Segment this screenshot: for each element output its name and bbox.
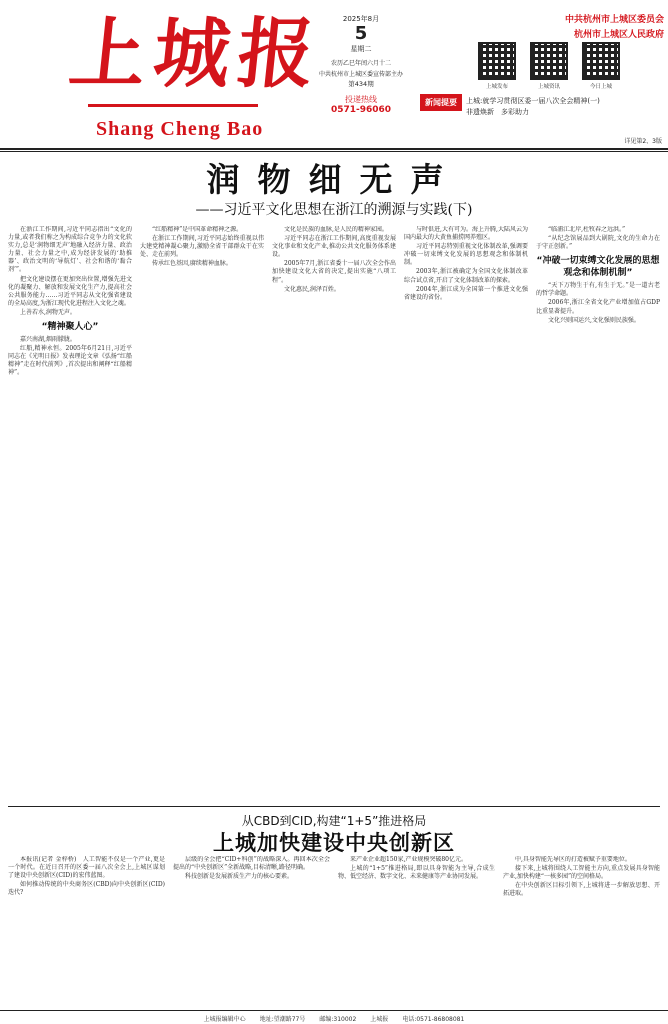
page-reference: 详见第2、3版 <box>624 138 662 145</box>
article-column <box>8 856 165 1006</box>
footer-item: 上城报编辑中心 <box>203 1016 246 1023</box>
paragraph: 上善若水,润物无声。 <box>20 308 76 316</box>
sponsor-line: 中共杭州市上城区委宣传部主办 <box>318 71 403 78</box>
article-column <box>338 856 495 1006</box>
logo-underline <box>88 104 258 107</box>
issue-number: 第434期 <box>348 80 374 88</box>
qr-label: 上城资讯 <box>537 84 560 90</box>
article-column <box>536 226 660 800</box>
footer-item: 电话:0571-86808081 <box>402 1016 465 1023</box>
news-summary-tag: 新闻提要 <box>420 94 462 111</box>
publisher-line-1: 中共杭州市上城区委员会 <box>564 15 664 25</box>
paragraph: 2005年7月,浙江省委十一届八次全会作出加快建设文化大省的决定,提出实施“八项工程”。 <box>272 260 396 284</box>
paragraph: 把文化建设摆在更加突出位置,增强先进文化的凝聚力、解放和发展文化生产力,提高社会公共服务能力……习近平同志从文化强省建设的全局高度,为浙江现代化进程注入文化之魂。 <box>8 275 132 307</box>
paragraph: 来产业企业超150家,产业规模突破80亿元。 <box>350 856 467 863</box>
paragraph: “红船精神”是中国革命精神之源。 <box>152 226 243 233</box>
paragraph: 本报讯(记者 金梓桥) 人工智能不仅是一个产业,更是一个时代。在近日召开的区委一届八次全会上,上城区谋划了建设中央创新区(CID)的宏伟蓝图。 <box>8 856 165 880</box>
qr-label: 上城发布 <box>485 84 508 90</box>
paragraph: 2003年,浙江被确定为全国文化体制改革综合试点省,开启了文化体制改革的探索。 <box>404 268 528 284</box>
section-heading: “精神聚人心” <box>41 322 99 333</box>
footer-item: 地址:望潮路77号 <box>259 1016 306 1023</box>
paragraph: 文化兴则国运兴,文化强则民族强。 <box>548 316 640 324</box>
publisher-block <box>468 12 664 40</box>
page-footer <box>0 1010 668 1024</box>
paragraph: 红船,精神永恒。2005年6月21日,习近平同志在《光明日报》发表理论文章《弘扬“红船精神”走在时代前列》,首次提出和阐释“红船精神”。 <box>8 345 132 377</box>
footer-item: 邮编:310002 <box>319 1016 357 1023</box>
second-headline: 上城加快建设中央创新区 <box>213 831 455 855</box>
qr-label: 今日上城 <box>589 84 612 90</box>
paragraph: 2004年,浙江成为全国第一个推进文化强省建设的省份。 <box>404 285 528 301</box>
issue-day: 5 <box>354 23 368 44</box>
paragraph: 接下来,上城将围绕人工智能主方向,重点发展具身智能产业,加快构建“一核多园”的空间格局。 <box>503 865 660 881</box>
newspaper-pinyin: Shang Cheng Bao <box>96 118 264 140</box>
newspaper-logo: 上城报 <box>65 9 327 98</box>
paragraph: 中,具身智能先导区的打造被赋予重要地位。 <box>515 856 631 863</box>
article-column <box>140 226 264 800</box>
lead-headline: 润物细无声 <box>206 160 462 199</box>
article-column <box>404 226 528 800</box>
publisher-line-2: 杭州市上城区人民政府 <box>573 30 664 40</box>
paragraph: 如何推动传统的中央商务区(CBD)向中央创新区(CID)迭代? <box>8 881 165 897</box>
paragraph: 在浙江工作期间,习近平同志指出“文化的力量,或者我们称之为构成综合竞争力的文化软实力,总是‘润物细无声’地融入经济力量、政治力量、社会力量之中,成为经济发展的‘助推器’、政治文明的‘导航灯’、社会和谐的‘黏合剂’”。 <box>8 226 132 274</box>
section-divider <box>8 806 660 807</box>
paragraph: 与时俱进,大有可为。海上升腾,大陆风云为国内最大的大黄鱼捕捞网养殖区。 <box>404 226 528 242</box>
paragraph: 文化是民族的血脉,是人民的精神家园。 <box>284 226 388 233</box>
masthead-rule <box>0 151 668 152</box>
news-summary-item[interactable]: 上城:就学习贯彻区委一届八次全会精神(一) <box>466 97 600 105</box>
paragraph: 习近平同志特别重视文化体制改革,强调要冲破一切束缚文化发展的思想观念和体制机制。 <box>404 243 528 267</box>
news-summary-item[interactable]: 非遗焕新 多彩助力 <box>466 108 529 116</box>
issue-weekday: 星期二 <box>350 45 372 53</box>
second-kicker: 从CBD到CID,构建“1+5”推进格局 <box>241 814 427 828</box>
paragraph: 传承红色基因,赓续精神血脉。 <box>152 260 232 268</box>
paragraph: “临浦江北岸,杜牧春之远洪。” <box>548 226 626 233</box>
section-heading: “冲破一切束缚文化发展的思想观念和体制机制” <box>536 256 660 279</box>
paragraph: 在浙江工作期间,习近平同志始终重视以伟大建党精神凝心聚力,激励全省干部群众干在实处、走在前列。 <box>140 235 264 259</box>
footer-item: 上城报 <box>370 1016 389 1023</box>
article-column <box>503 856 660 1006</box>
lead-subhead: ——习近平文化思想在浙江的溯源与实践(下) <box>195 202 473 218</box>
article-column <box>173 856 330 1006</box>
article-column <box>272 226 396 800</box>
second-article-body <box>8 856 660 1006</box>
paragraph: 习近平同志在浙江工作期间,高度重视发展文化事业和文化产业,推动公共文化服务体系建设。 <box>272 235 396 259</box>
hotline-number: 0571-96060 <box>330 105 392 115</box>
masthead-rule <box>0 148 668 150</box>
lead-article-body <box>8 226 660 800</box>
article-column <box>8 226 132 800</box>
paragraph: “天下万物生于有,有生于无。”是一道古老的哲学命题。 <box>536 282 660 298</box>
lunar-date: 农历乙巳年闰六月十二 <box>330 60 391 67</box>
date-box <box>302 14 420 115</box>
paragraph: 在中央创新区目标引领下,上城将进一步解放思想、开拓进取。 <box>503 882 660 898</box>
hotline-label: 投递热线 <box>345 95 377 104</box>
qr-code-icon[interactable] <box>478 42 516 80</box>
qr-code-icon[interactable] <box>530 42 568 80</box>
paragraph: “从纪念馆展品到大剧院,文化的生命力在于守正创新。” <box>536 235 660 251</box>
paragraph: 科技创新是发展新质生产力的核心要素。 <box>185 873 294 881</box>
issue-month: 2025年8月 <box>342 15 380 23</box>
qr-code-icon[interactable] <box>582 42 620 80</box>
paragraph: 2006年,浙江全省文化产业增加值占GDP比重显著提升。 <box>536 299 660 315</box>
paragraph: 层级的全会把“CID+科创”的战略深入。再回本次全会提出的“中央创新区”全新战略,目标清晰,路径明确。 <box>173 856 330 872</box>
paragraph: 上城的“1+5”推进格局,即以具身智能为主导,合成生物、低空经济、数字文化、未来健康等产业协同发展。 <box>338 865 495 881</box>
masthead <box>0 0 668 150</box>
paragraph: 嘉兴南湖,烟雨朦胧。 <box>20 336 76 344</box>
paragraph: 文化惠民,润泽百姓。 <box>284 285 340 293</box>
